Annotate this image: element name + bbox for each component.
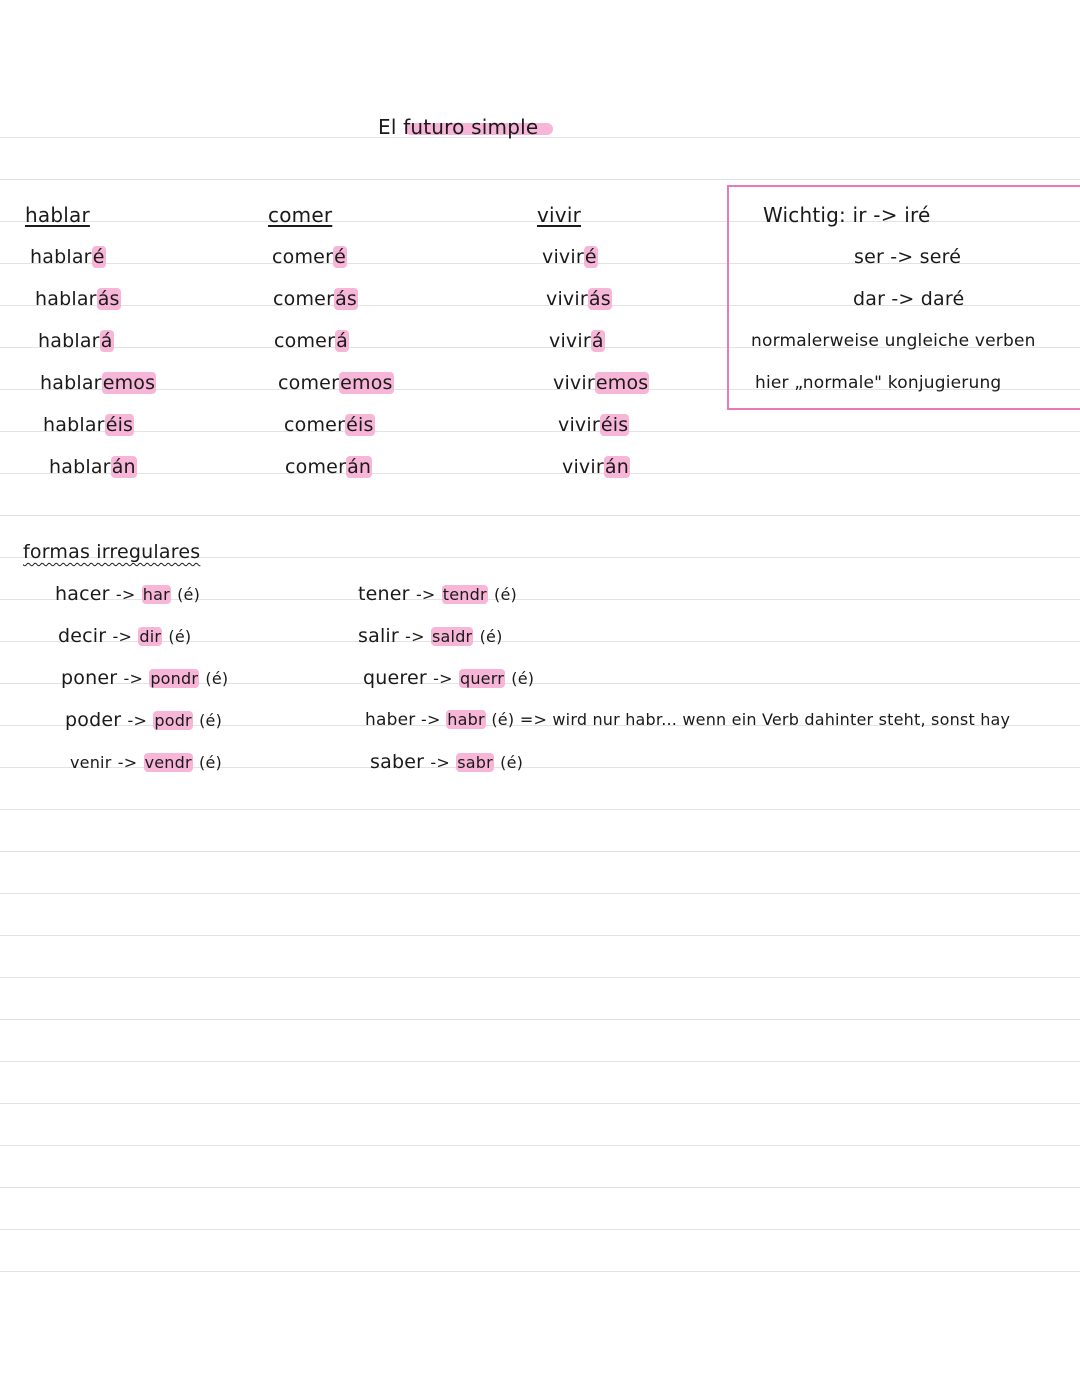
conjugation-form: hablaremos (40, 372, 156, 394)
ruled-line (0, 1103, 1080, 1104)
ending-highlight: án (111, 456, 136, 478)
ruled-line (0, 1019, 1080, 1020)
conjugation-form: comeré (272, 246, 346, 268)
irregular-form: poder -> podr (é) (65, 709, 223, 731)
stem-highlight: habr (447, 710, 485, 729)
note-line: ser -> seré (854, 246, 962, 268)
ending-highlight: ás (97, 288, 120, 310)
conjugation-form: comerá (274, 330, 348, 352)
conjugation-form: hablarán (49, 456, 136, 478)
note-line: Wichtig: ir -> iré (763, 203, 931, 227)
conjugation-form: hablarás (35, 288, 120, 310)
ruled-line (0, 473, 1080, 474)
column-heading-vivir: vivir (537, 203, 582, 227)
ruled-line (0, 1271, 1080, 1272)
haber-note: => wird nur habr... wenn ein Verb dahinter steht, sonst hay (519, 710, 1011, 729)
stem-highlight: pondr (150, 669, 199, 688)
stem-highlight: har (142, 585, 170, 604)
ruled-line (0, 977, 1080, 978)
page-title: El futuro simple (378, 115, 539, 139)
ending-highlight: é (92, 246, 105, 268)
irregular-form: hacer -> har (é) (55, 583, 201, 605)
ending-highlight: emos (102, 372, 156, 394)
irregular-heading: formas irregulares (23, 541, 201, 563)
ending-highlight: án (604, 456, 629, 478)
conjugation-form: comeremos (278, 372, 393, 394)
column-heading-hablar: hablar (25, 203, 90, 227)
note-line: dar -> daré (853, 288, 965, 310)
conjugation-form: hablaré (30, 246, 105, 268)
ending-highlight: ás (588, 288, 611, 310)
conjugation-form: viviré (542, 246, 597, 268)
irregular-form: salir -> saldr (é) (358, 625, 503, 647)
note-line: hier „normale" konjugierung (755, 373, 1002, 393)
ending-highlight: á (100, 330, 113, 352)
conjugation-form: hablaréis (43, 414, 134, 436)
ending-highlight: éis (600, 414, 629, 436)
ending-highlight: éis (346, 414, 374, 436)
ruled-line (0, 1229, 1080, 1230)
irregular-form: decir -> dir (é) (58, 625, 192, 647)
conjugation-form: vivirán (562, 456, 629, 478)
stem-highlight: vendr (144, 753, 192, 772)
ruled-line (0, 809, 1080, 810)
ruled-line (0, 515, 1080, 516)
stem-highlight: querr (459, 669, 504, 688)
ruled-line (0, 431, 1080, 432)
ending-highlight: á (336, 330, 348, 352)
conjugation-form: hablará (38, 330, 113, 352)
ending-highlight: án (347, 456, 372, 478)
stem-highlight: dir (139, 627, 162, 646)
ruled-line (0, 893, 1080, 894)
ending-highlight: emos (595, 372, 649, 394)
ruled-line (0, 179, 1080, 180)
stem-highlight: saldr (432, 627, 473, 646)
irregular-form: tener -> tendr (é) (358, 583, 517, 605)
conjugation-form: viviréis (558, 414, 629, 436)
ruled-line (0, 1145, 1080, 1146)
irregular-form: poner -> pondr (é) (61, 667, 229, 689)
irregular-form: venir -> vendr (é) (70, 753, 222, 772)
irregular-form: saber -> sabr (é) (370, 751, 524, 773)
column-heading-comer: comer (268, 203, 333, 227)
stem-highlight: podr (154, 711, 192, 730)
stem-highlight: sabr (457, 753, 493, 772)
ending-highlight: éis (105, 414, 134, 436)
note-line: normalerweise ungleiche verben (751, 331, 1036, 351)
ruled-line (0, 137, 1080, 138)
ending-highlight: á (591, 330, 604, 352)
conjugation-form: comerás (273, 288, 358, 310)
ending-highlight: emos (340, 372, 393, 394)
ending-highlight: ás (335, 288, 358, 310)
irregular-form: querer -> querr (é) (363, 667, 535, 689)
conjugation-form: comerán (285, 456, 372, 478)
ruled-line (0, 1061, 1080, 1062)
conjugation-form: vivirá (549, 330, 604, 352)
irregular-form: haber -> habr (é) => wird nur habr... wenn ein Verb dahinter steht, sonst hay (365, 710, 1011, 730)
ending-highlight: é (334, 246, 346, 268)
ruled-line (0, 1187, 1080, 1188)
ending-highlight: é (584, 246, 597, 268)
stem-highlight: tendr (442, 585, 487, 604)
ruled-line (0, 935, 1080, 936)
conjugation-form: viviremos (553, 372, 649, 394)
conjugation-form: comeréis (284, 414, 374, 436)
ruled-line (0, 851, 1080, 852)
conjugation-form: vivirás (546, 288, 611, 310)
